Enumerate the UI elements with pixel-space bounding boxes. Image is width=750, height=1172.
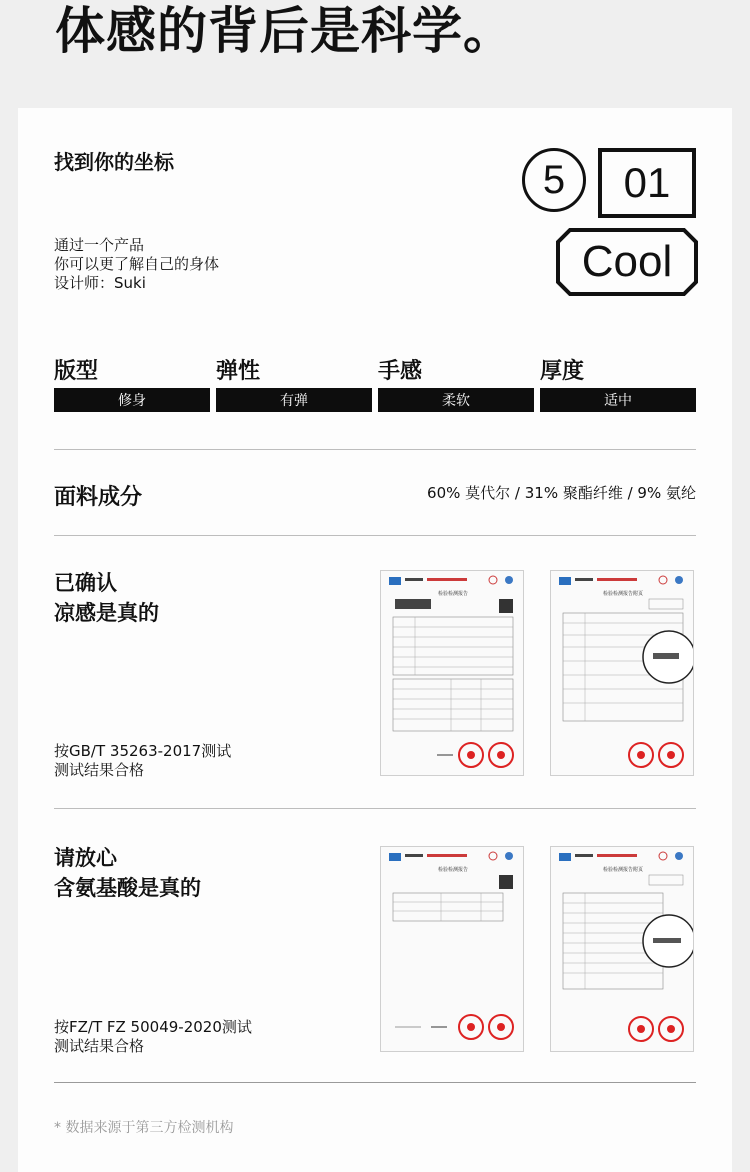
claim-line: 已确认: [54, 571, 117, 595]
attr-value-fit: 修身: [54, 388, 210, 412]
attr-label-elasticity: 弹性: [216, 359, 261, 384]
intro-line: 设计师：Suki: [54, 274, 146, 292]
attr-label-handfeel: 手感: [378, 359, 423, 384]
fabric-label: 面料成分: [54, 485, 143, 510]
report-appendix-document: [551, 571, 693, 775]
intro-text: [54, 236, 219, 293]
intro-line: 通过一个产品: [54, 236, 145, 254]
report-title: 检验检测报告: [437, 591, 469, 597]
locator-title: 找到你的坐标: [54, 150, 174, 174]
report-document: [381, 571, 523, 775]
cooling-test-result: [54, 742, 231, 780]
divider: [54, 1082, 696, 1083]
data-source-footnote: * 数据来源于第三方检测机构: [54, 1120, 234, 1136]
report-title: 检验检测报告: [437, 867, 469, 873]
result-line: 测试结果合格: [54, 1037, 145, 1055]
attr-label-fit: 版型: [54, 359, 99, 384]
amino-acid-test-result: [54, 1018, 252, 1056]
claim-line: 含氨基酸是真的: [54, 876, 201, 900]
result-line: 按GB/T 35263-2017测试: [54, 742, 232, 760]
report-appendix-document: [551, 847, 693, 1051]
claim-line: 请放心: [54, 846, 117, 870]
result-line: 测试结果合格: [54, 761, 145, 779]
test-report-image: [380, 846, 524, 1052]
attr-value-handfeel: 柔软: [378, 388, 534, 412]
amino-acid-claim: [54, 843, 201, 903]
attr-value-thickness: 适中: [540, 388, 696, 412]
report-title: 检验检测报告附页: [602, 867, 644, 873]
claim-line: 凉感是真的: [54, 601, 159, 625]
logo-cool-word: Cool: [581, 237, 673, 286]
report-title: 检验检测报告附页: [602, 591, 644, 597]
page-headline: 体感的背后是科学。: [55, 2, 514, 60]
logo-box-number: 01: [598, 148, 696, 218]
test-report-appendix-image: [550, 570, 694, 776]
attr-value-elasticity: 有弹: [216, 388, 372, 412]
test-report-image: [380, 570, 524, 776]
divider: [54, 535, 696, 536]
cooling-claim: [54, 568, 159, 628]
result-line: 按FZ/T FZ 50049-2020测试: [54, 1018, 252, 1036]
info-card: [18, 108, 732, 1172]
logo-circle-number: 5: [522, 148, 586, 212]
test-report-appendix-image: [550, 846, 694, 1052]
fabric-composition: 60% 莫代尔 / 31% 聚酯纤维 / 9% 氨纶: [427, 484, 696, 502]
divider: [54, 449, 696, 450]
report-document: [381, 847, 523, 1051]
attr-label-thickness: 厚度: [540, 359, 585, 384]
divider: [54, 808, 696, 809]
intro-line: 你可以更了解自己的身体: [54, 255, 220, 273]
